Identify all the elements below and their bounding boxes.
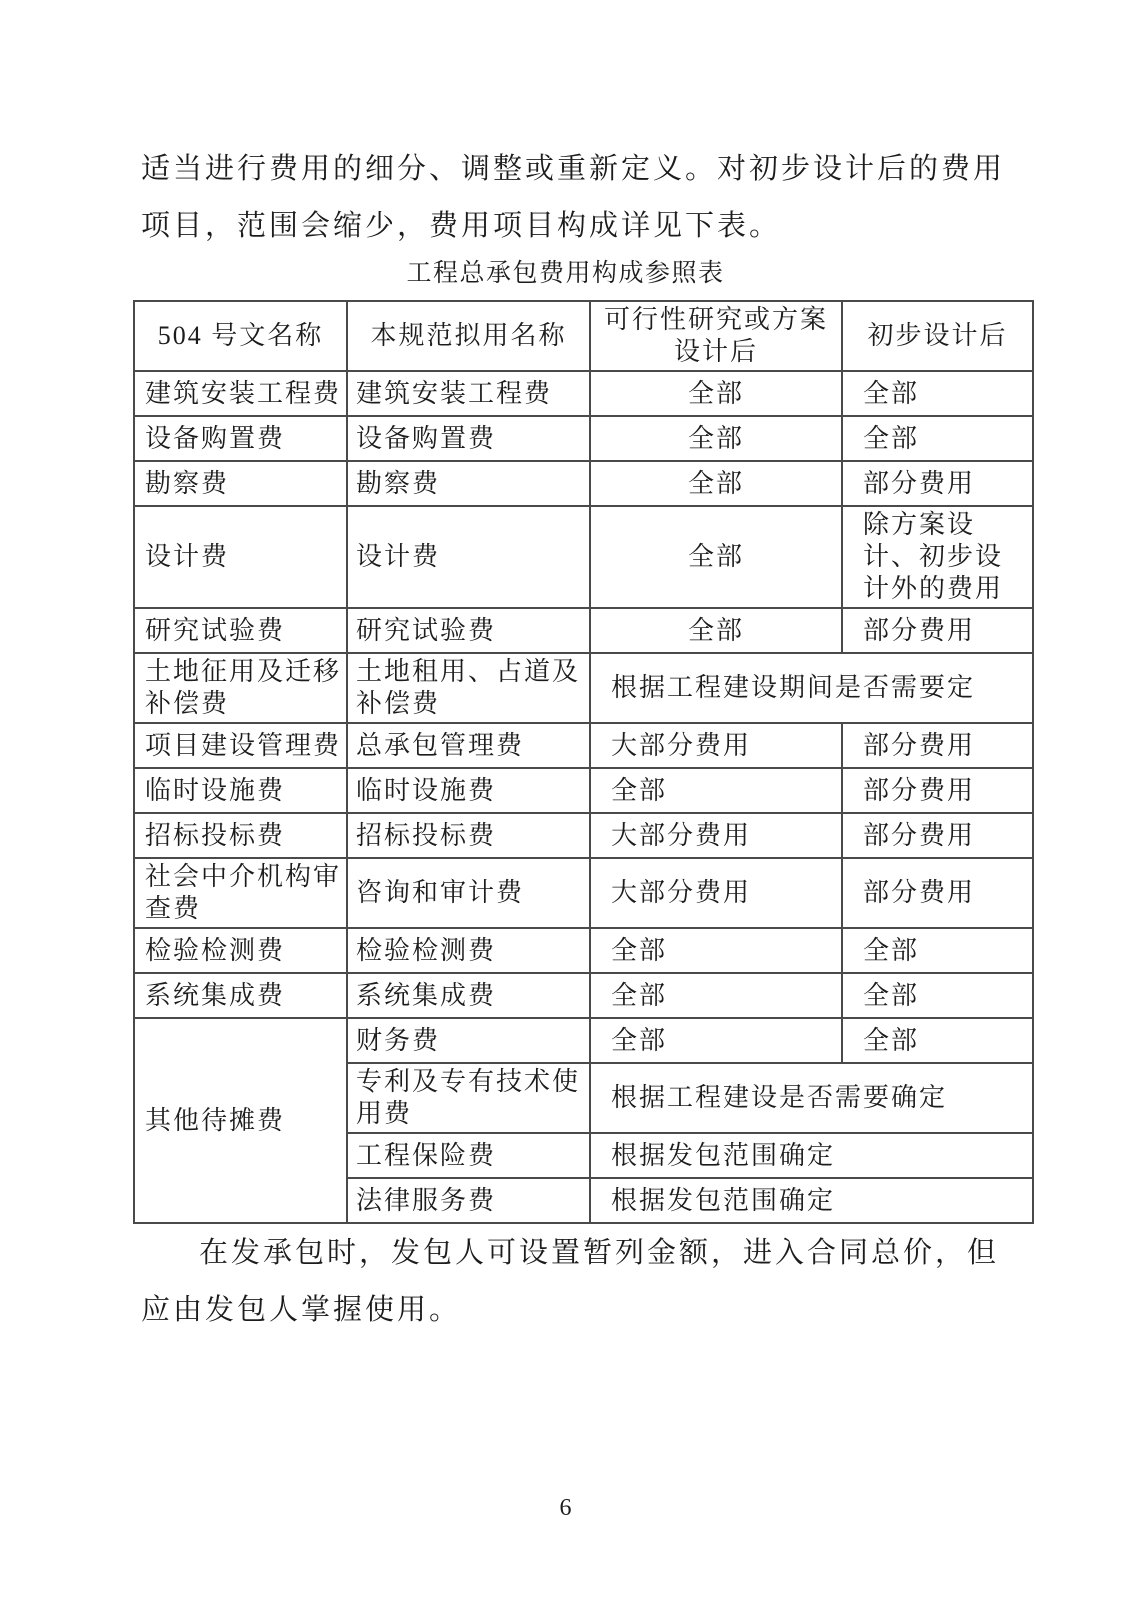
table-row — [134, 973, 1033, 1018]
table-header-row — [134, 301, 1033, 371]
table-cell: 法律服务费 — [347, 1178, 590, 1223]
table-row — [134, 723, 1033, 768]
table-cell: 全部 — [590, 416, 842, 461]
table-row — [134, 768, 1033, 813]
table-cell: 勘察费 — [134, 461, 347, 506]
table-title: 工程总承包费用构成参照表 — [406, 260, 725, 287]
table-cell: 全部 — [842, 1018, 1033, 1063]
table-cell: 部分费用 — [842, 768, 1033, 813]
table-cell-merged: 根据工程建设期间是否需要定 — [590, 653, 1033, 723]
table-cell: 系统集成费 — [134, 973, 347, 1018]
table-cell: 部分费用 — [842, 461, 1033, 506]
table-cell: 设备购置费 — [134, 416, 347, 461]
table-row — [134, 813, 1033, 858]
page-number: 6 — [559, 1495, 572, 1521]
table-cell: 部分费用 — [842, 858, 1033, 928]
table-cell: 临时设施费 — [347, 768, 590, 813]
table-row — [134, 461, 1033, 506]
cost-composition-table — [133, 300, 1034, 1224]
table-cell: 工程保险费 — [347, 1133, 590, 1178]
table-cell: 勘察费 — [347, 461, 590, 506]
table-row — [134, 928, 1033, 973]
table-cell: 全部 — [842, 416, 1033, 461]
column-header-preliminary: 初步设计后 — [842, 301, 1033, 371]
column-header-doc504: 504 号文名称 — [134, 301, 347, 371]
table-cell: 总承包管理费 — [347, 723, 590, 768]
table-cell-merged: 根据工程建设是否需要确定 — [590, 1063, 1033, 1133]
top-paragraph-line-2: 项目，范围会缩少，费用项目构成详见下表。 — [141, 210, 782, 242]
table-cell: 大部分费用 — [590, 858, 842, 928]
table-cell: 全部 — [590, 1018, 842, 1063]
bottom-paragraph-line-2: 应由发包人掌握使用。 — [141, 1294, 462, 1326]
table-cell: 部分费用 — [842, 608, 1033, 653]
table-cell: 招标投标费 — [347, 813, 590, 858]
table-row — [134, 371, 1033, 416]
table-cell: 系统集成费 — [347, 973, 590, 1018]
table-cell: 全部 — [842, 973, 1033, 1018]
table-cell: 检验检测费 — [347, 928, 590, 973]
table-cell: 全部 — [590, 768, 842, 813]
table-cell: 大部分费用 — [590, 723, 842, 768]
table-cell: 项目建设管理费 — [134, 723, 347, 768]
table-cell-other-fees: 其他待摊费 — [134, 1018, 347, 1223]
table-row — [134, 653, 1033, 723]
table-cell: 咨询和审计费 — [347, 858, 590, 928]
table-cell: 全部 — [842, 371, 1033, 416]
top-paragraph-line-1: 适当进行费用的细分、调整或重新定义。对初步设计后的费用 — [141, 153, 1006, 185]
table-cell: 专利及专有技术使用费 — [347, 1063, 590, 1133]
bottom-paragraph-line-1: 在发承包时，发包人可设置暂列金额，进入合同总价，但 — [199, 1237, 1000, 1269]
table-cell: 除方案设计、初步设计外的费用 — [842, 506, 1033, 608]
table-cell: 财务费 — [347, 1018, 590, 1063]
table-cell: 设备购置费 — [347, 416, 590, 461]
table-cell: 土地租用、占道及补偿费 — [347, 653, 590, 723]
table-cell: 设计费 — [134, 506, 347, 608]
table-cell: 招标投标费 — [134, 813, 347, 858]
table-cell: 研究试验费 — [347, 608, 590, 653]
table-cell: 全部 — [590, 461, 842, 506]
table-cell: 建筑安装工程费 — [347, 371, 590, 416]
table-cell: 部分费用 — [842, 813, 1033, 858]
table-container — [133, 300, 1032, 1224]
table-cell-merged: 根据发包范围确定 — [590, 1133, 1033, 1178]
table-cell: 检验检测费 — [134, 928, 347, 973]
table-cell: 部分费用 — [842, 723, 1033, 768]
table-cell: 全部 — [590, 608, 842, 653]
table-row — [134, 416, 1033, 461]
table-cell: 土地征用及迁移补偿费 — [134, 653, 347, 723]
table-cell: 研究试验费 — [134, 608, 347, 653]
column-header-feasibility: 可行性研究或方案设计后 — [590, 301, 842, 371]
table-cell: 全部 — [590, 973, 842, 1018]
table-cell: 设计费 — [347, 506, 590, 608]
table-cell: 全部 — [590, 371, 842, 416]
table-cell: 全部 — [590, 506, 842, 608]
table-row — [134, 1018, 1033, 1063]
table-cell: 大部分费用 — [590, 813, 842, 858]
table-row — [134, 608, 1033, 653]
table-cell-merged: 根据发包范围确定 — [590, 1178, 1033, 1223]
table-cell: 社会中介机构审查费 — [134, 858, 347, 928]
table-cell: 全部 — [842, 928, 1033, 973]
column-header-spec-name: 本规范拟用名称 — [347, 301, 590, 371]
table-cell: 建筑安装工程费 — [134, 371, 347, 416]
table-row — [134, 506, 1033, 608]
table-cell: 临时设施费 — [134, 768, 347, 813]
table-row — [134, 858, 1033, 928]
table-cell: 全部 — [590, 928, 842, 973]
